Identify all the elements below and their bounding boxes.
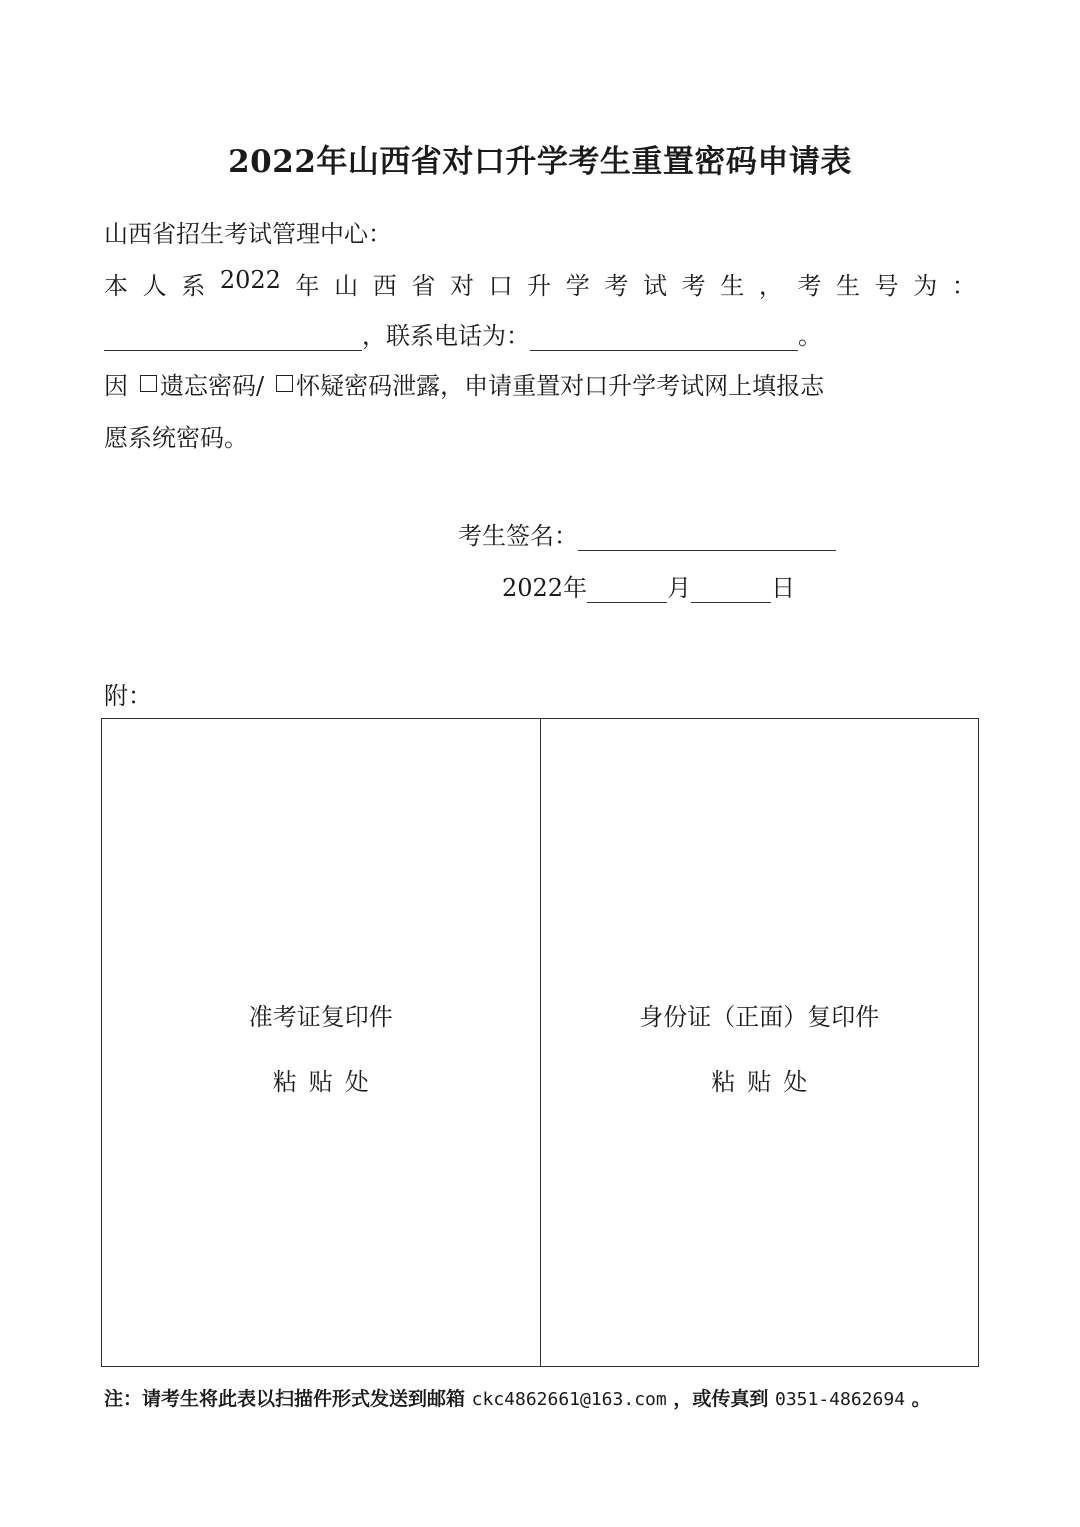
statement-line-2 — [104, 316, 822, 351]
statement-char: 试 — [643, 272, 667, 300]
phone-label: ，联系电话为： — [362, 322, 530, 350]
attachment-label: 附： — [104, 682, 152, 710]
statement-char: 为 — [913, 272, 938, 300]
date-year: 2022年 — [502, 574, 588, 602]
password-leak-checkbox[interactable] — [276, 375, 293, 392]
statement-char: 人 — [142, 272, 167, 300]
statement-line-1 — [104, 266, 976, 301]
statement-char: 生 — [720, 272, 745, 300]
id-card-paste-area — [540, 719, 979, 1366]
paste-here-label: 粘贴处 — [711, 1067, 820, 1096]
phone-number-blank[interactable] — [530, 324, 798, 351]
note-prefix: 注：请考生将此表以扫描件形式发送到邮箱 — [104, 1388, 466, 1410]
statement-line-4: 愿系统密码。 — [104, 424, 248, 452]
signature-row — [458, 516, 836, 551]
statement-char: 号 — [874, 272, 899, 300]
note-middle: ，或传真到 — [673, 1388, 769, 1410]
password-leak-label: 怀疑密码泄露 — [296, 372, 441, 400]
statement-char: 考 — [604, 272, 629, 300]
fax-number: 0351-4862694 — [774, 1389, 906, 1410]
signature-blank[interactable] — [578, 524, 836, 551]
statement-char: 升 — [527, 272, 552, 300]
form-title: 2022年山西省对口升学考生重置密码申请表 — [228, 144, 852, 180]
forgot-password-label: 遗忘密码/ — [160, 372, 265, 400]
email-address: ckc4862661@163.com — [471, 1389, 667, 1410]
reason-suffix: ，申请重置对口升学考试网上填报志 — [440, 372, 825, 400]
month-blank[interactable] — [587, 576, 667, 603]
admission-ticket-title: 准考证复印件 — [248, 1002, 393, 1031]
note-end: 。 — [911, 1388, 931, 1410]
statement-char: 西 — [372, 272, 397, 300]
statement-char: 山 — [334, 272, 359, 300]
statement-year: 2022 — [219, 266, 281, 294]
date-month-label: 月 — [667, 574, 692, 602]
date-row — [502, 568, 795, 603]
statement-char: 系 — [181, 272, 206, 300]
statement-char: 本 — [104, 272, 128, 300]
statement-char: 学 — [565, 272, 590, 300]
candidate-number-blank[interactable] — [104, 324, 362, 351]
statement-line-3 — [104, 366, 976, 401]
admission-ticket-paste-area — [102, 719, 540, 1366]
statement-char: 考 — [797, 272, 822, 300]
paste-here-label: 粘贴处 — [272, 1067, 381, 1096]
signature-label: 考生签名： — [458, 522, 578, 550]
forgot-password-checkbox[interactable] — [140, 375, 157, 392]
reason-prefix: 因 — [104, 372, 128, 400]
line-end-period: 。 — [798, 322, 822, 350]
statement-char: 对 — [449, 272, 474, 300]
statement-char: ： — [951, 272, 976, 300]
statement-char: 口 — [488, 272, 513, 300]
statement-char: ， — [758, 272, 783, 300]
statement-char: 考 — [681, 272, 706, 300]
attachment-table — [101, 718, 979, 1367]
date-day-label: 日 — [771, 574, 796, 602]
id-card-title: 身份证（正面）复印件 — [639, 1002, 880, 1031]
statement-char: 年 — [295, 272, 320, 300]
footnote — [104, 1384, 931, 1411]
statement-char: 省 — [411, 272, 436, 300]
day-blank[interactable] — [691, 576, 771, 603]
salutation: 山西省招生考试管理中心： — [104, 220, 392, 248]
statement-char: 生 — [836, 272, 861, 300]
